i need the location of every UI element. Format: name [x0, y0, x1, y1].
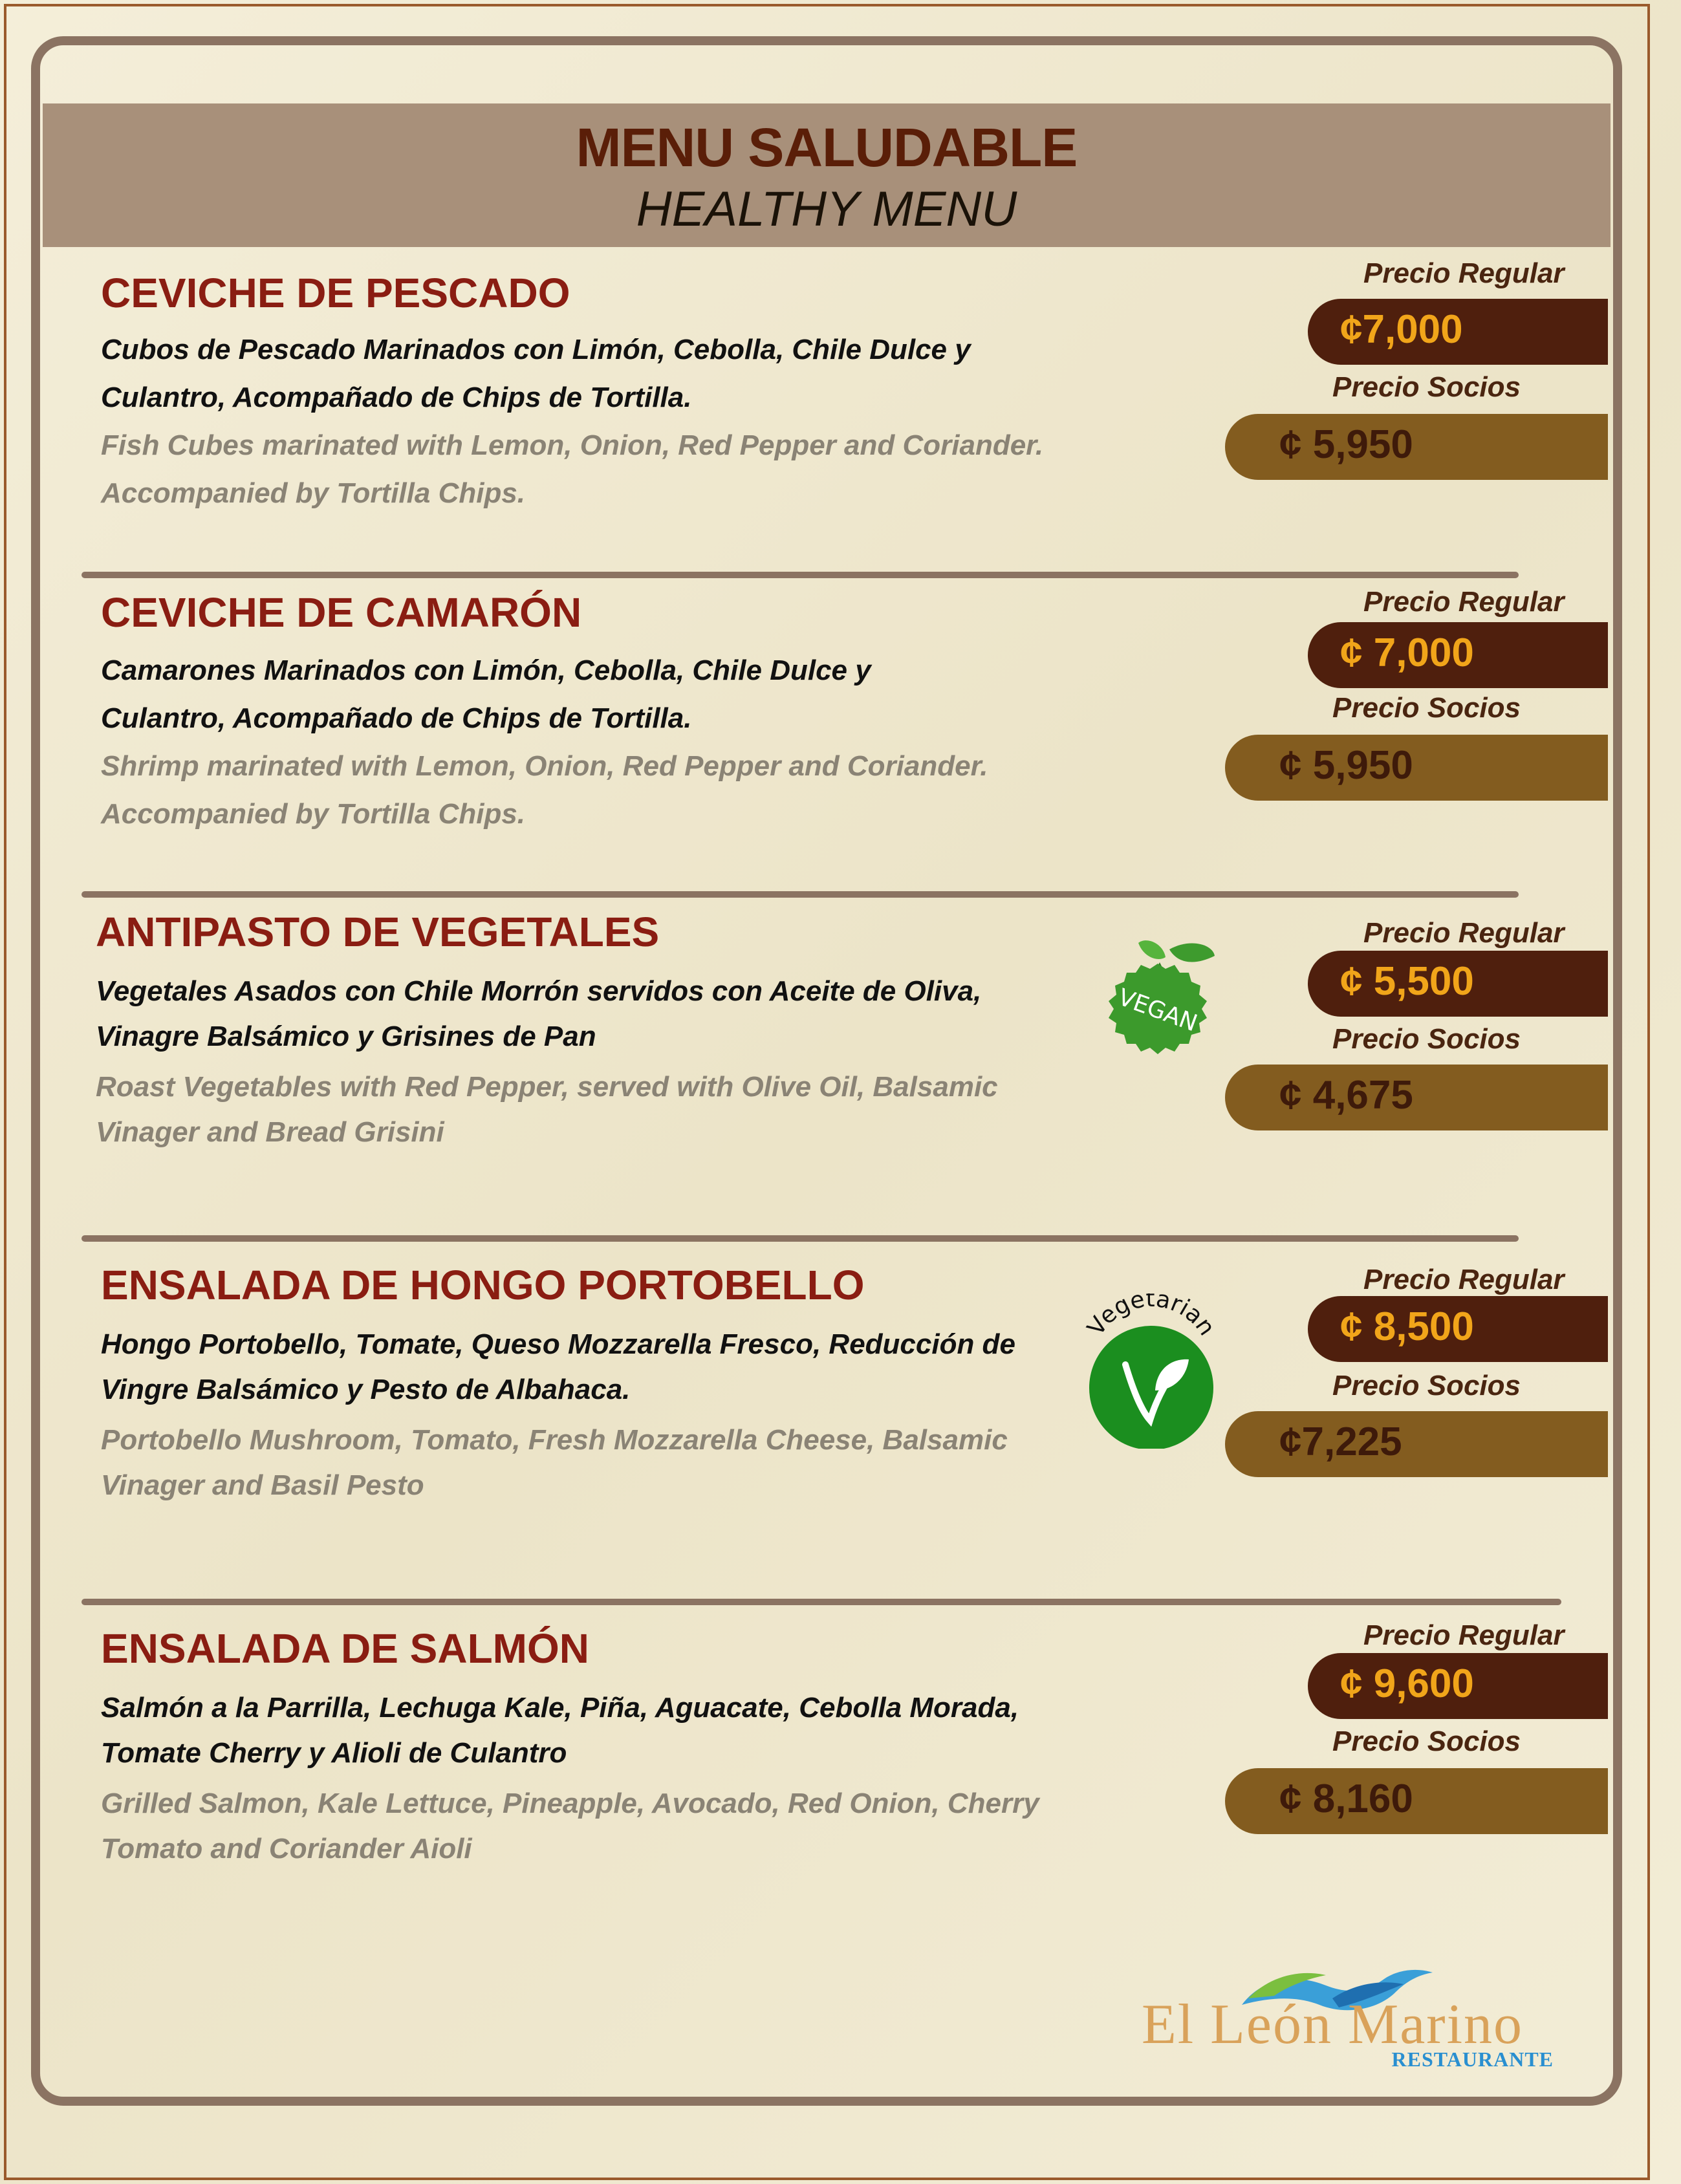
regular-price-label: Precio Regular — [1363, 1619, 1565, 1651]
regular-price-label: Precio Regular — [1363, 1264, 1565, 1295]
item-desc-es: Hongo Portobello, Tomate, Queso Mozzarella Fresco, Reducción de — [101, 1328, 1015, 1360]
socios-price: ¢ 5,950 — [1279, 422, 1413, 467]
regular-price-pill — [1308, 1653, 1608, 1719]
regular-price-label: Precio Regular — [1363, 586, 1565, 618]
socios-price-label: Precio Socios — [1332, 692, 1521, 724]
vegan-icon — [1093, 938, 1222, 1074]
socios-price: ¢ 4,675 — [1279, 1073, 1413, 1118]
logo-name: El León Marino — [1141, 1993, 1524, 2056]
regular-price-label: Precio Regular — [1363, 257, 1565, 289]
item-desc-en: Tomato and Coriander Aioli — [101, 1833, 472, 1865]
socios-price-label: Precio Socios — [1332, 1370, 1521, 1401]
item-name: ANTIPASTO DE VEGETALES — [96, 909, 660, 955]
item-desc-en: Accompanied by Tortilla Chips. — [101, 477, 526, 509]
socios-price-label: Precio Socios — [1332, 371, 1521, 403]
socios-price: ¢ 8,160 — [1279, 1777, 1413, 1821]
socios-price-label: Precio Socios — [1332, 1725, 1521, 1757]
regular-price: ¢ 5,500 — [1340, 959, 1474, 1004]
socios-price-pill — [1225, 1768, 1608, 1834]
regular-price: ¢ 8,500 — [1340, 1304, 1474, 1349]
divider — [81, 1599, 1561, 1605]
item-desc-en: Vinager and Bread Grisini — [96, 1116, 444, 1148]
regular-price: ¢ 9,600 — [1340, 1661, 1474, 1706]
socios-price: ¢ 5,950 — [1279, 743, 1413, 788]
item-desc-en: Portobello Mushroom, Tomato, Fresh Mozzarella Cheese, Balsamic — [101, 1424, 1008, 1456]
regular-price-pill — [1308, 299, 1608, 365]
item-name: ENSALADA DE HONGO PORTOBELLO — [101, 1262, 865, 1308]
svg-text:VEGAN: VEGAN — [1114, 984, 1201, 1037]
item-desc-es: Vegetales Asados con Chile Morrón servidos con Aceite de Oliva, — [96, 975, 982, 1007]
item-desc-es: Vingre Balsámico y Pesto de Albahaca. — [101, 1374, 631, 1405]
page-subtitle: HEALTHY MENU — [636, 182, 1017, 237]
divider — [81, 572, 1519, 578]
regular-price: ¢7,000 — [1340, 307, 1463, 352]
item-desc-en: Roast Vegetables with Red Pepper, served with Olive Oil, Balsamic — [96, 1071, 998, 1103]
item-desc-en: Vinager and Basil Pesto — [101, 1469, 424, 1501]
item-name: CEVICHE DE PESCADO — [101, 270, 570, 316]
socios-price-pill — [1225, 1065, 1608, 1130]
vegetarian-badge — [1074, 1293, 1229, 1449]
divider — [81, 891, 1519, 898]
svg-text:Vegetarian: Vegetarian — [1082, 1293, 1220, 1341]
regular-price-label: Precio Regular — [1363, 917, 1565, 949]
divider — [81, 1235, 1519, 1242]
item-name: CEVICHE DE CAMARÓN — [101, 589, 582, 636]
item-desc-en: Grilled Salmon, Kale Lettuce, Pineapple, Avocado, Red Onion, Cherry — [101, 1788, 1039, 1819]
item-desc-es: Tomate Cherry y Alioli de Culantro — [101, 1737, 567, 1769]
item-desc-en: Shrimp marinated with Lemon, Onion, Red Pepper and Coriander. — [101, 750, 988, 782]
regular-price: ¢ 7,000 — [1340, 631, 1474, 675]
socios-price-pill — [1225, 1411, 1608, 1477]
page-title: MENU SALUDABLE — [576, 117, 1078, 178]
item-desc-es: Salmón a la Parrilla, Lechuga Kale, Piña, Aguacate, Cebolla Morada, — [101, 1692, 1019, 1724]
logo-subtitle: RESTAURANTE — [1391, 2048, 1554, 2071]
socios-price-pill — [1225, 735, 1608, 801]
vegetarian-icon — [1074, 1293, 1229, 1449]
regular-price-pill — [1308, 622, 1608, 688]
regular-price-pill — [1308, 1296, 1608, 1362]
item-desc-es: Camarones Marinados con Limón, Cebolla, Chile Dulce y — [101, 654, 871, 686]
vegan-badge — [1093, 938, 1222, 1074]
restaurant-logo — [1106, 1953, 1559, 2071]
item-desc-es: Culantro, Acompañado de Chips de Tortilla. — [101, 382, 692, 413]
socios-price-label: Precio Socios — [1332, 1023, 1521, 1055]
socios-price-pill — [1225, 414, 1608, 480]
regular-price-pill — [1308, 951, 1608, 1017]
item-desc-es: Vinagre Balsámico y Grisines de Pan — [96, 1021, 596, 1052]
item-desc-es: Cubos de Pescado Marinados con Limón, Cebolla, Chile Dulce y — [101, 334, 971, 365]
item-desc-en: Accompanied by Tortilla Chips. — [101, 798, 526, 830]
item-name: ENSALADA DE SALMÓN — [101, 1625, 589, 1672]
item-desc-es: Culantro, Acompañado de Chips de Tortilla. — [101, 702, 692, 734]
socios-price: ¢7,225 — [1279, 1420, 1402, 1464]
item-desc-en: Fish Cubes marinated with Lemon, Onion, Red Pepper and Coriander. — [101, 429, 1044, 461]
